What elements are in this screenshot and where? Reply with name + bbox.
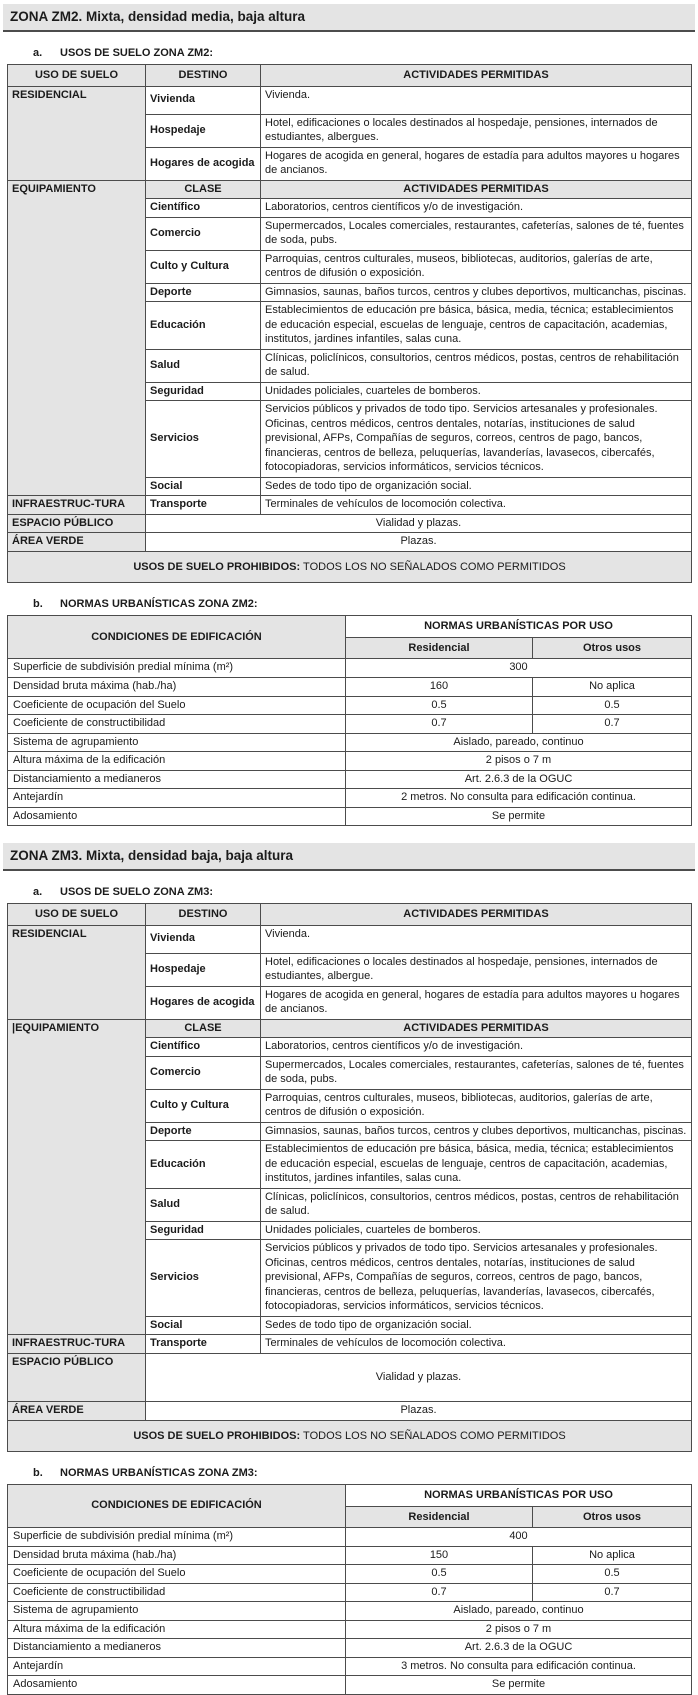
actividades-subheader-cell: ACTIVIDADES PERMITIDAS — [261, 1019, 692, 1038]
norma-value-cell: 300 — [346, 659, 692, 678]
uso-category-cell: INFRAESTRUC-TURA — [8, 1335, 146, 1354]
col-header-normas-por-uso: NORMAS URBANÍSTICAS POR USO — [346, 1485, 692, 1507]
clase-cell: Educación — [146, 1141, 261, 1189]
norma-label-cell: Densidad bruta máxima (hab./ha) — [8, 1546, 346, 1565]
uso-category-cell: ESPACIO PÚBLICO — [8, 1354, 146, 1402]
norma-label-cell: Altura máxima de la edificación — [8, 1620, 346, 1639]
uso-category-cell: ÁREA VERDE — [8, 533, 146, 552]
zm2-normas-table — [7, 615, 692, 826]
destino-cell: Transporte — [146, 1335, 261, 1354]
table-row — [8, 715, 692, 734]
col-header-condiciones: CONDICIONES DE EDIFICACIÓN — [8, 616, 346, 659]
table-row — [8, 1546, 692, 1565]
actividades-cell: Terminales de vehículos de locomoción colectiva. — [261, 1335, 692, 1354]
zm2-usos-heading-letter: a. — [33, 47, 43, 59]
actividades-cell: Servicios públicos y privados de todo tipo. Servicios artesanales y profesionales. Oficinas, centros médicos, centros dentales, notarías, instituciones de salud previsional, AFPs, Compañías de seguros, correos, centros de pago, bancos, financieras, centros de belleza, peluquerías, lavanderías, lavasecos, cibercafés, fotocopiadoras, servicios informáticos, servicios técnicos. — [261, 1240, 692, 1317]
table-row — [8, 1620, 692, 1639]
table-row — [8, 1639, 692, 1658]
clase-subheader-cell: CLASE — [146, 1019, 261, 1038]
actividades-cell: Servicios públicos y privados de todo tipo. Servicios artesanales y profesionales. Oficinas, centros médicos, centros dentales, notarías, instituciones de salud previsional, AFPs, Compañías de seguros, correos, centros de pago, bancos, financieras, centros de belleza, peluquerías, lavanderías, lavasecos, cibercafés, fotocopiadoras, servicios informáticos, servicios técnicos. — [261, 401, 692, 478]
norma-value-cell: 2 pisos o 7 m — [346, 752, 692, 771]
valor-cell: Plazas. — [146, 533, 692, 552]
zm2-normas-heading-letter: b. — [33, 598, 43, 611]
table-row — [8, 659, 692, 678]
norma-label-cell: Superficie de subdivisión predial mínima (m²) — [8, 1528, 346, 1547]
zm3-usos-heading — [33, 886, 698, 898]
table-row — [8, 807, 692, 826]
uso-category-cell: ESPACIO PÚBLICO — [8, 514, 146, 533]
clase-cell: Culto y Cultura — [146, 1089, 261, 1122]
actividades-cell: Clínicas, policlínicos, consultorios, centros médicos, postas, centros de rehabilitación de salud. — [261, 349, 692, 382]
table-row — [8, 770, 692, 789]
prohibidos-label: USOS DE SUELO PROHIBIDOS: — [133, 560, 301, 573]
table-row — [8, 1676, 692, 1695]
zm3-zone-title: ZONA ZM3. Mixta, densidad baja, baja altura — [10, 848, 294, 864]
zm3-usos-heading-letter: a. — [33, 886, 43, 899]
col-header-residencial: Residencial — [346, 1506, 533, 1528]
actividades-cell: Supermercados, Locales comerciales, restaurantes, cafeterías, salones de té, fuentes de soda, pubs. — [261, 1056, 692, 1089]
zm3-normas-table — [7, 1484, 692, 1695]
actividades-cell: Unidades policiales, cuarteles de bomberos. — [261, 1221, 692, 1240]
uso-category-cell: ÁREA VERDE — [8, 1402, 146, 1421]
clase-cell: Servicios — [146, 1240, 261, 1317]
destino-cell: Hogares de acogida — [146, 147, 261, 180]
norma-otros-cell: No aplica — [533, 1546, 692, 1565]
clase-cell: Deporte — [146, 283, 261, 302]
norma-label-cell: Distanciamiento a medianeros — [8, 770, 346, 789]
col-header-uso-de-suelo: USO DE SUELO — [8, 904, 146, 926]
clase-cell: Seguridad — [146, 1221, 261, 1240]
actividades-cell: Unidades policiales, cuarteles de bomberos. — [261, 382, 692, 401]
clase-cell: Salud — [146, 349, 261, 382]
actividades-cell: Gimnasios, saunas, baños turcos, centros y clubes deportivos, multicanchas, piscinas. — [261, 283, 692, 302]
clase-cell: Comercio — [146, 217, 261, 250]
norma-value-cell: Se permite — [346, 1676, 692, 1695]
zm3-usos-table — [7, 903, 692, 1452]
actividades-cell: Vivienda. — [261, 925, 692, 953]
norma-residencial-cell: 150 — [346, 1546, 533, 1565]
zm3-usos-heading-text: USOS DE SUELO ZONA ZM3: — [60, 886, 213, 899]
table-row — [8, 1335, 692, 1354]
col-header-destino: DESTINO — [146, 65, 261, 87]
actividades-cell: Supermercados, Locales comerciales, restaurantes, cafeterías, salones de té, fuentes de soda, pubs. — [261, 217, 692, 250]
norma-residencial-cell: 160 — [346, 677, 533, 696]
zm2-usos-heading — [33, 47, 698, 59]
uso-category-cell: RESIDENCIAL — [8, 925, 146, 1019]
actividades-subheader-cell: ACTIVIDADES PERMITIDAS — [261, 180, 692, 199]
table-row — [8, 752, 692, 771]
clase-cell: Científico — [146, 1038, 261, 1057]
zm2-zone-title: ZONA ZM2. Mixta, densidad media, baja altura — [10, 9, 306, 24]
prohibidos-cell — [8, 1420, 692, 1452]
destino-cell: Hospedaje — [146, 953, 261, 986]
table-row — [8, 86, 692, 114]
col-header-residencial: Residencial — [346, 637, 533, 659]
norma-otros-cell: 0.5 — [533, 696, 692, 715]
zm2-usos-table — [7, 64, 692, 583]
col-header-normas-por-uso: NORMAS URBANÍSTICAS POR USO — [346, 616, 692, 638]
prohibidos-text: TODOS LOS NO SEÑALADOS COMO PERMITIDOS — [303, 1429, 566, 1442]
uso-category-cell: |EQUIPAMIENTO — [8, 1019, 146, 1335]
table-row — [8, 1402, 692, 1421]
norma-value-cell: Se permite — [346, 807, 692, 826]
destino-cell: Transporte — [146, 496, 261, 515]
norma-value-cell: Aislado, pareado, continuo — [346, 1602, 692, 1621]
actividades-cell: Laboratorios, centros científicos y/o de investigación. — [261, 199, 692, 218]
col-header-uso-de-suelo: USO DE SUELO — [8, 65, 146, 87]
zm2-normas-heading — [33, 598, 698, 610]
clase-cell: Comercio — [146, 1056, 261, 1089]
clase-cell: Social — [146, 477, 261, 496]
actividades-cell: Clínicas, policlínicos, consultorios, centros médicos, postas, centros de rehabilitación de salud. — [261, 1188, 692, 1221]
col-header-condiciones: CONDICIONES DE EDIFICACIÓN — [8, 1485, 346, 1528]
norma-label-cell: Sistema de agrupamiento — [8, 1602, 346, 1621]
zm2-usos-heading-text: USOS DE SUELO ZONA ZM2: — [60, 47, 213, 59]
norma-label-cell: Distanciamiento a medianeros — [8, 1639, 346, 1658]
zm2-zone-title-bar — [3, 4, 695, 32]
clase-cell: Salud — [146, 1188, 261, 1221]
col-header-actividades: ACTIVIDADES PERMITIDAS — [261, 65, 692, 87]
norma-label-cell: Coeficiente de constructibilidad — [8, 1583, 346, 1602]
norma-label-cell: Antejardín — [8, 789, 346, 808]
actividades-cell: Establecimientos de educación pre básica, básica, media, técnica; establecimientos de educación especial, escuelas de lenguaje, centros de capacitación, academias, institutos, jardines infantiles, salas cuna. — [261, 1141, 692, 1189]
table-row — [8, 496, 692, 515]
norma-residencial-cell: 0.5 — [346, 1565, 533, 1584]
table-row — [8, 677, 692, 696]
destino-cell: Hospedaje — [146, 114, 261, 147]
destino-cell: Vivienda — [146, 86, 261, 114]
actividades-cell: Hotel, edificaciones o locales destinados al hospedaje, pensiones, internados de estudiantes, albergues. — [261, 114, 692, 147]
zm2-normas-heading-text: NORMAS URBANÍSTICAS ZONA ZM2: — [60, 598, 258, 611]
zm3-zone-title-bar — [3, 843, 695, 871]
col-header-otros-usos: Otros usos — [533, 637, 692, 659]
actividades-cell: Parroquias, centros culturales, museos, bibliotecas, auditorios, galerías de arte, centros de difusión o exposición. — [261, 1089, 692, 1122]
actividades-cell: Gimnasios, saunas, baños turcos, centros y clubes deportivos, multicanchas, piscinas. — [261, 1122, 692, 1141]
actividades-cell: Hotel, edificaciones o locales destinados al hospedaje, pensiones, internados de estudiantes, albergue. — [261, 953, 692, 986]
table-row — [8, 1354, 692, 1402]
table-subheader-row — [8, 1019, 692, 1038]
zm3-normas-heading — [33, 1467, 698, 1479]
norma-residencial-cell: 0.5 — [346, 696, 533, 715]
uso-category-cell: INFRAESTRUC-TURA — [8, 496, 146, 515]
table-row — [8, 533, 692, 552]
valor-cell: Plazas. — [146, 1402, 692, 1421]
norma-label-cell: Sistema de agrupamiento — [8, 733, 346, 752]
norma-value-cell: 3 metros. No consulta para edificación continua. — [346, 1657, 692, 1676]
table-row — [8, 1657, 692, 1676]
norma-value-cell: 400 — [346, 1528, 692, 1547]
clase-subheader-cell: CLASE — [146, 180, 261, 199]
destino-cell: Hogares de acogida — [146, 986, 261, 1019]
norma-value-cell: Art. 2.6.3 de la OGUC — [346, 1639, 692, 1658]
col-header-actividades: ACTIVIDADES PERMITIDAS — [261, 904, 692, 926]
table-row — [8, 1602, 692, 1621]
norma-otros-cell: 0.7 — [533, 1583, 692, 1602]
clase-cell: Culto y Cultura — [146, 250, 261, 283]
norma-label-cell: Coeficiente de ocupación del Suelo — [8, 696, 346, 715]
norma-label-cell: Antejardín — [8, 1657, 346, 1676]
actividades-cell: Hogares de acogida en general, hogares de estadía para adultos mayores u hogares de ancianos. — [261, 986, 692, 1019]
norma-otros-cell: 0.7 — [533, 715, 692, 734]
actividades-cell: Hogares de acogida en general, hogares de estadía para adultos mayores u hogares de ancianos. — [261, 147, 692, 180]
table-row — [8, 789, 692, 808]
prohibidos-cell — [8, 551, 692, 583]
prohibidos-label: USOS DE SUELO PROHIBIDOS: — [133, 1429, 301, 1442]
clase-cell: Educación — [146, 302, 261, 350]
norma-label-cell: Superficie de subdivisión predial mínima (m²) — [8, 659, 346, 678]
actividades-cell: Sedes de todo tipo de organización social. — [261, 1316, 692, 1335]
norma-otros-cell: 0.5 — [533, 1565, 692, 1584]
table-header-row — [8, 904, 692, 926]
actividades-cell: Establecimientos de educación pre básica, básica, media, técnica; establecimientos de educación especial, escuelas de lenguaje, centros de capacitación, academias, institutos, jardines infantiles, salas cuna. — [261, 302, 692, 350]
table-row — [8, 696, 692, 715]
norma-residencial-cell: 0.7 — [346, 715, 533, 734]
norma-value-cell: Aislado, pareado, continuo — [346, 733, 692, 752]
zm3-normas-heading-text: NORMAS URBANÍSTICAS ZONA ZM3: — [60, 1467, 258, 1480]
table-row — [8, 733, 692, 752]
table-header-row — [8, 616, 692, 638]
clase-cell: Servicios — [146, 401, 261, 478]
norma-label-cell: Adosamiento — [8, 1676, 346, 1695]
col-header-otros-usos: Otros usos — [533, 1506, 692, 1528]
destino-cell: Vivienda — [146, 925, 261, 953]
norma-label-cell: Adosamiento — [8, 807, 346, 826]
uso-category-cell: RESIDENCIAL — [8, 86, 146, 180]
norma-value-cell: Art. 2.6.3 de la OGUC — [346, 770, 692, 789]
clase-cell: Científico — [146, 199, 261, 218]
norma-value-cell: 2 pisos o 7 m — [346, 1620, 692, 1639]
norma-otros-cell: No aplica — [533, 677, 692, 696]
prohibidos-row — [8, 551, 692, 583]
prohibidos-row — [8, 1420, 692, 1452]
actividades-cell: Terminales de vehículos de locomoción colectiva. — [261, 496, 692, 515]
norma-residencial-cell: 0.7 — [346, 1583, 533, 1602]
norma-value-cell: 2 metros. No consulta para edificación continua. — [346, 789, 692, 808]
norma-label-cell: Coeficiente de constructibilidad — [8, 715, 346, 734]
norma-label-cell: Altura máxima de la edificación — [8, 752, 346, 771]
actividades-cell: Sedes de todo tipo de organización social. — [261, 477, 692, 496]
actividades-cell: Laboratorios, centros científicos y/o de investigación. — [261, 1038, 692, 1057]
prohibidos-text: TODOS LOS NO SEÑALADOS COMO PERMITIDOS — [303, 560, 566, 573]
uso-category-cell: EQUIPAMIENTO — [8, 180, 146, 496]
table-header-row — [8, 1485, 692, 1507]
valor-cell: Vialidad y plazas. — [146, 514, 692, 533]
table-row — [8, 1565, 692, 1584]
clase-cell: Deporte — [146, 1122, 261, 1141]
clase-cell: Seguridad — [146, 382, 261, 401]
valor-cell: Vialidad y plazas. — [146, 1354, 692, 1402]
norma-label-cell: Coeficiente de ocupación del Suelo — [8, 1565, 346, 1584]
zm3-normas-heading-letter: b. — [33, 1467, 43, 1480]
clase-cell: Social — [146, 1316, 261, 1335]
actividades-cell: Vivienda. — [261, 86, 692, 114]
table-subheader-row — [8, 180, 692, 199]
norma-label-cell: Densidad bruta máxima (hab./ha) — [8, 677, 346, 696]
table-row — [8, 514, 692, 533]
table-row — [8, 925, 692, 953]
table-row — [8, 1583, 692, 1602]
col-header-destino: DESTINO — [146, 904, 261, 926]
table-header-row — [8, 65, 692, 87]
actividades-cell: Parroquias, centros culturales, museos, bibliotecas, auditorios, galerías de arte, centros de difusión o exposición. — [261, 250, 692, 283]
